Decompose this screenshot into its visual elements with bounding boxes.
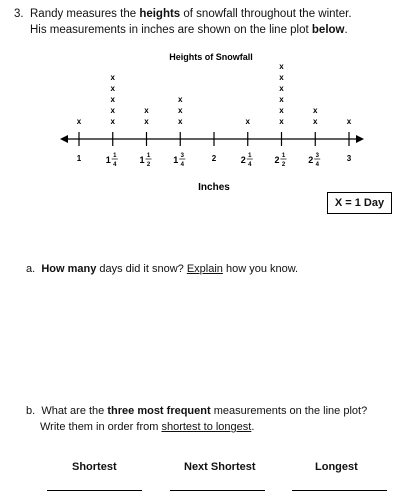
tick-label — [274, 153, 286, 168]
question-number: 3. — [14, 8, 24, 20]
plot-mark-x: x — [178, 95, 183, 104]
text-run: . — [344, 24, 348, 36]
plot-mark-x: x — [144, 106, 149, 115]
longest-answer-line[interactable] — [292, 490, 387, 491]
tick-label-whole: 1 — [173, 155, 179, 165]
shortest-answer-line[interactable] — [47, 490, 142, 491]
text-run: heights — [139, 8, 181, 20]
tick-label-whole: 1 — [105, 155, 111, 165]
tick-label-numerator: 1 — [146, 153, 151, 159]
tick-label-whole: 2 — [308, 155, 314, 165]
text-run: His measurements in inches are shown on the line plot — [30, 24, 312, 36]
text-run: days did it snow? — [96, 263, 187, 275]
part-a-text — [41, 263, 298, 275]
text-run: measurements on the line plot? — [210, 405, 368, 417]
tick-label-denominator: 2 — [281, 162, 286, 168]
part-a-label: a. — [26, 263, 36, 275]
plot-mark-x: x — [110, 84, 115, 93]
shortest-label: Shortest — [72, 461, 117, 473]
text-run: . — [251, 421, 255, 433]
tick-label-numerator: 1 — [248, 153, 252, 159]
tick-label-whole: 2 — [274, 155, 280, 165]
tick-label-numerator: 3 — [180, 153, 184, 159]
tick-label-whole: 3 — [346, 154, 352, 163]
plot-mark-x: x — [178, 117, 183, 126]
plot-mark-x: x — [279, 106, 284, 115]
plot-mark-x: x — [110, 106, 115, 115]
tick-label-whole: 1 — [139, 155, 145, 165]
part-b-label: b. — [26, 405, 36, 417]
x-axis-label: Inches — [198, 182, 230, 193]
plot-mark-x: x — [110, 73, 115, 82]
tick-label-denominator: 4 — [180, 162, 184, 168]
tick-label — [241, 153, 253, 168]
plot-mark-x: x — [110, 117, 115, 126]
tick-label-whole: 2 — [211, 154, 217, 163]
tick-label — [106, 153, 118, 168]
left-arrow — [60, 135, 68, 143]
plot-mark-x: x — [110, 95, 115, 104]
text-run: Randy measures the — [30, 8, 140, 20]
tick-label-numerator: 1 — [113, 153, 117, 159]
plot-mark-x: x — [76, 117, 82, 126]
next-shortest-answer-line[interactable] — [170, 490, 265, 491]
text-run: below — [311, 24, 345, 36]
next-shortest-label: Next Shortest — [184, 461, 256, 473]
plot-mark-x: x — [178, 106, 183, 115]
text-run: how you know. — [222, 263, 299, 275]
text-run: shortest to longest — [161, 421, 252, 433]
part-b-question — [26, 403, 367, 435]
tick-label-numerator: 1 — [281, 153, 286, 159]
text-run: How many — [41, 263, 97, 275]
plot-mark-x: x — [279, 84, 284, 93]
plot-mark-x: x — [346, 117, 352, 126]
tick-label-denominator: 4 — [113, 162, 117, 168]
plot-mark-x: x — [279, 62, 284, 71]
tick-label-denominator: 2 — [146, 162, 151, 168]
tick-label — [347, 154, 352, 163]
plot-mark-x: x — [144, 117, 149, 126]
tick-label — [308, 153, 320, 168]
text-run: What are the — [41, 405, 108, 417]
plot-mark-x: x — [279, 95, 284, 104]
part-b-text-1 — [41, 405, 367, 417]
plot-mark-x: x — [313, 117, 318, 126]
chart-title: Heights of Snowfall — [169, 52, 253, 62]
text-run: of snowfall throughout the winter. — [180, 8, 352, 20]
plot-mark-x: x — [245, 117, 250, 126]
tick-label-whole: 1 — [76, 154, 82, 163]
part-b-line-2 — [26, 419, 367, 435]
right-arrow — [356, 135, 364, 143]
plot-mark-x: x — [313, 106, 318, 115]
text-run: three most frequent — [107, 405, 211, 417]
part-a-question — [26, 263, 298, 275]
part-b-line-1 — [26, 403, 367, 419]
tick-label-denominator: 4 — [315, 162, 319, 168]
text-run: Explain — [186, 263, 223, 275]
legend-key: X = 1 Day — [327, 192, 392, 214]
text-run: Write them in order from — [40, 421, 162, 433]
tick-label-numerator: 3 — [315, 153, 319, 159]
tick-label-whole: 2 — [240, 155, 246, 165]
longest-label: Longest — [315, 461, 358, 473]
tick-label-denominator: 4 — [248, 162, 252, 168]
tick-label — [139, 153, 151, 168]
tick-label — [77, 154, 82, 163]
plot-mark-x: x — [279, 117, 284, 126]
tick-label — [212, 154, 217, 163]
tick-label — [173, 153, 185, 168]
plot-mark-x: x — [279, 73, 284, 82]
